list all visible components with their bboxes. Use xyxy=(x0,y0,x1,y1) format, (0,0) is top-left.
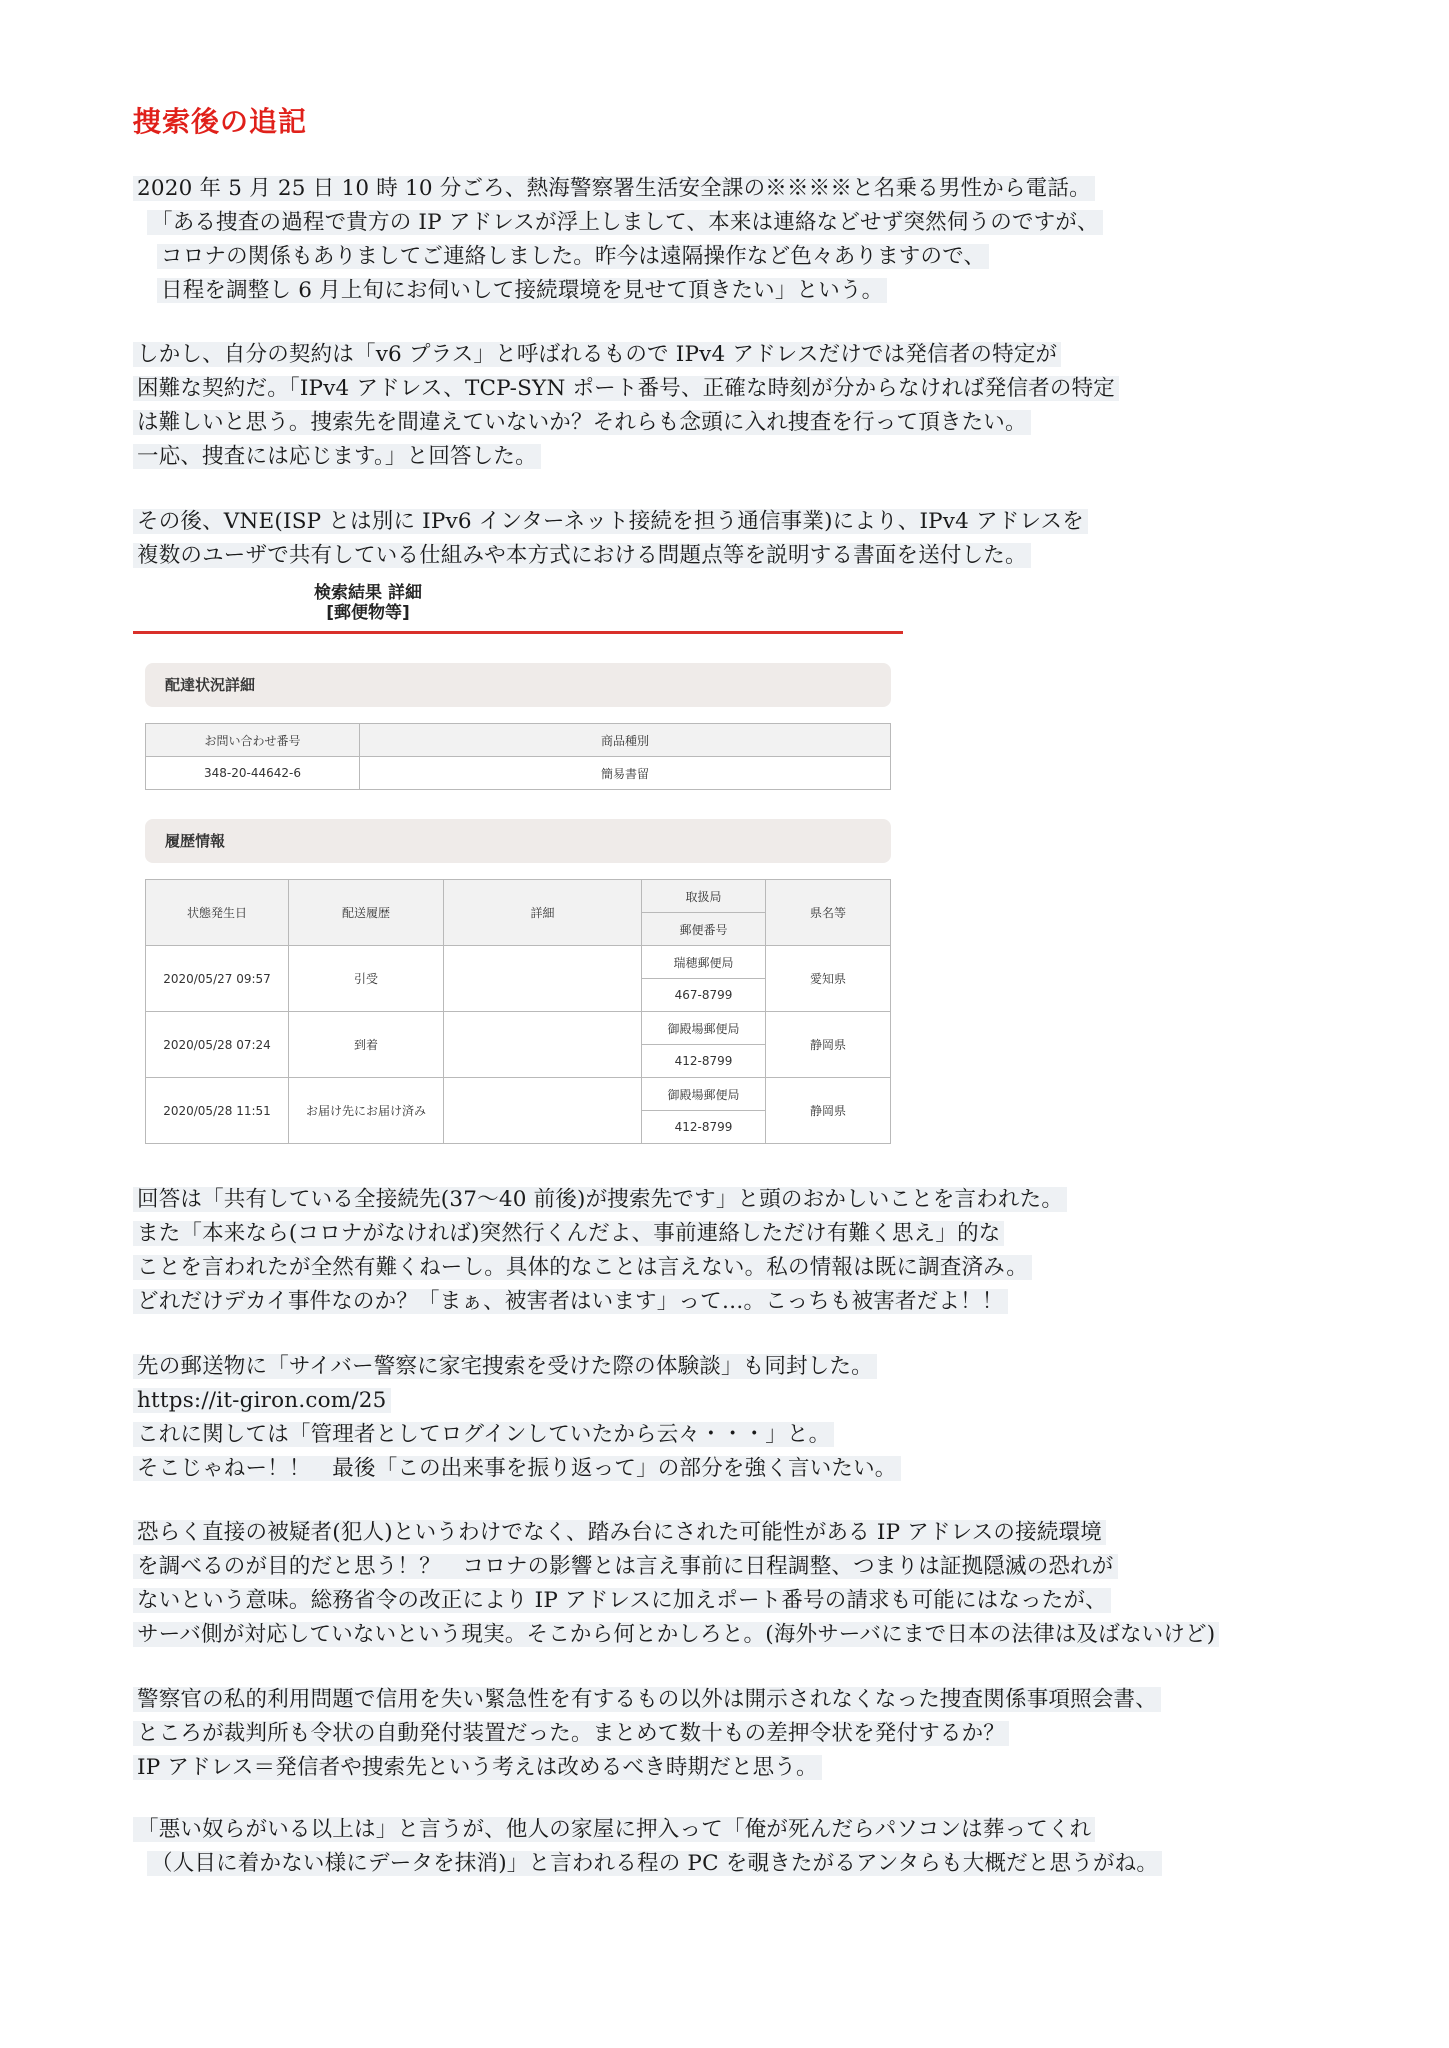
text-line: どれだけデカイ事件なのか？「まぁ、被害者はいます」って…。こっちも被害者だよ！！ xyxy=(133,1289,1008,1314)
header-date: 状態発生日 xyxy=(146,880,289,946)
paragraph-vne xyxy=(133,505,1088,573)
row-history: 到着 xyxy=(289,1012,444,1078)
text-line: その後、VNE(ISP とは別に IPv6 インターネット接続を担う通信事業)により、IPv4 アドレスを xyxy=(133,509,1088,534)
row-date: 2020/05/28 07:24 xyxy=(146,1012,289,1078)
receipt-title-line2: [郵便物等] xyxy=(326,603,410,623)
history-table xyxy=(145,879,891,1144)
table-row xyxy=(146,1078,891,1111)
text-line: 回答は「共有している全接続先(37〜40 前後)が捜索先です」と頭のおかしいことを言われた。 xyxy=(133,1187,1067,1212)
row-office: 御殿場郵便局 xyxy=(642,1012,766,1045)
row-prefecture: 静岡県 xyxy=(766,1078,891,1144)
text-line: ことを言われたが全然有難くねーし。具体的なことは言えない。私の情報は既に調査済み。 xyxy=(133,1255,1032,1280)
text-line: 一応、捜査には応じます。」と回答した。 xyxy=(133,444,541,469)
paragraph-enclosure xyxy=(133,1350,901,1486)
row-history: 引受 xyxy=(289,946,444,1012)
row-office: 御殿場郵便局 xyxy=(642,1078,766,1111)
row-postal-code: 467-8799 xyxy=(642,979,766,1012)
page-title: 捜索後の追記 xyxy=(133,105,308,138)
section-delivery-status: 配達状況詳細 xyxy=(145,663,891,707)
row-date: 2020/05/27 09:57 xyxy=(146,946,289,1012)
text-line: そこじゃねー！！ 最後「この出来事を振り返って」の部分を強く言いたい。 xyxy=(133,1456,901,1481)
table-row xyxy=(146,946,891,979)
inquiry-number: 348-20-44642-6 xyxy=(146,757,360,790)
paragraph-conclusion xyxy=(133,1813,1162,1881)
row-prefecture: 静岡県 xyxy=(766,1012,891,1078)
header-inquiry-number: お問い合わせ番号 xyxy=(146,724,360,757)
header-detail: 詳細 xyxy=(444,880,642,946)
row-detail xyxy=(444,1078,642,1144)
text-line: また「本来なら(コロナがなければ)突然行くんだよ、事前連絡しただけ有難く思え」的な xyxy=(133,1221,1004,1246)
paragraph-purpose xyxy=(133,1516,1219,1652)
text-line: IP アドレス＝発信者や捜索先という考えは改めるべき時期だと思う。 xyxy=(133,1755,822,1780)
text-line: 恐らく直接の被疑者(犯人)というわけでなく、踏み台にされた可能性がある IP アドレスの接続環境 xyxy=(133,1520,1106,1545)
header-prefecture: 県名等 xyxy=(766,880,891,946)
text-line: 警察官の私的利用問題で信用を失い緊急性を有するもの以外は開示されなくなった捜査関係事項照会書、 xyxy=(133,1687,1161,1712)
row-postal-code: 412-8799 xyxy=(642,1111,766,1144)
text-line: コロナの関係もありましてご連絡しました。昨今は遠隔操作など色々ありますので、 xyxy=(157,244,989,269)
section-history: 履歴情報 xyxy=(145,819,891,863)
text-line: 困難な契約だ。「IPv4 アドレス、TCP-SYN ポート番号、正確な時刻が分からなければ発信者の特定 xyxy=(133,376,1119,401)
text-line: 先の郵送物に「サイバー警察に家宅捜索を受けた際の体験談」も同封した。 xyxy=(133,1354,877,1379)
row-history: お届け先にお届け済み xyxy=(289,1078,444,1144)
text-line: を調べるのが目的だと思う！？ コロナの影響とは言え事前に日程調整、つまりは証拠隠滅の恐れが xyxy=(133,1554,1118,1579)
paragraph-inquiry-documents xyxy=(133,1683,1161,1785)
text-line: 2020 年 5 月 25 日 10 時 10 分ごろ、熱海警察署生活安全課の※※※※と名乗る男性から電話。 xyxy=(133,176,1095,201)
row-detail xyxy=(444,1012,642,1078)
table-row xyxy=(146,1012,891,1045)
product-type: 簡易書留 xyxy=(360,757,891,790)
row-postal-code: 412-8799 xyxy=(642,1045,766,1078)
text-line: 複数のユーザで共有している仕組みや本方式における問題点等を説明する書面を送付した。 xyxy=(133,543,1031,568)
text-line: 「ある捜査の過程で貴方の IP アドレスが浮上しまして、本来は連絡などせず突然伺うのですが、 xyxy=(147,210,1103,235)
text-line: 「悪い奴らがいる以上は」と言うが、他人の家屋に押入って「俺が死んだらパソコンは葬ってくれ xyxy=(133,1817,1095,1842)
text-line: 日程を調整し 6 月上旬にお伺いして接続環境を見せて頂きたい」という。 xyxy=(157,278,887,303)
text-line: ないという意味。総務省令の改正により IP アドレスに加えポート番号の請求も可能にはなったが、 xyxy=(133,1588,1111,1613)
row-detail xyxy=(444,946,642,1012)
tracking-result-screenshot xyxy=(133,583,903,1143)
text-line: サーバ側が対応していないという現実。そこから何とかしろと。(海外サーバにまで日本の法律は及ばないけど) xyxy=(133,1622,1219,1647)
link-url[interactable]: https://it-giron.com/25 xyxy=(133,1388,391,1413)
header-history: 配送履歴 xyxy=(289,880,444,946)
text-line: これに関しては「管理者としてログインしていたから云々・・・」と。 xyxy=(133,1422,834,1447)
receipt-title xyxy=(0,583,753,623)
row-prefecture: 愛知県 xyxy=(766,946,891,1012)
receipt-title-line1: 検索結果 詳細 xyxy=(314,583,422,603)
text-line: しかし、自分の契約は「v6 プラス」と呼ばれるもので IPv4 アドレスだけでは発信者の特定が xyxy=(133,342,1061,367)
header-postal-code: 郵便番号 xyxy=(642,913,766,946)
paragraph-v6-plus xyxy=(133,338,1119,474)
receipt-red-rule xyxy=(133,631,903,634)
text-line: は難しいと思う。捜索先を間違えていないか？それらも念頭に入れ捜査を行って頂きたい。 xyxy=(133,410,1031,435)
text-line: ところが裁判所も令状の自動発付装置だった。まとめて数十もの差押令状を発付するか？ xyxy=(133,1721,1009,1746)
paragraph-phone-call xyxy=(133,172,1103,308)
text-line: （人目に着かない様にデータを抹消)」と言われる程の PC を覗きたがるアンタらも大概だと思うがね。 xyxy=(147,1851,1162,1876)
header-office: 取扱局 xyxy=(642,880,766,913)
paragraph-answer xyxy=(133,1183,1067,1319)
row-date: 2020/05/28 11:51 xyxy=(146,1078,289,1144)
row-office: 瑞穂郵便局 xyxy=(642,946,766,979)
tracking-number-table xyxy=(145,723,891,790)
header-product-type: 商品種別 xyxy=(360,724,891,757)
